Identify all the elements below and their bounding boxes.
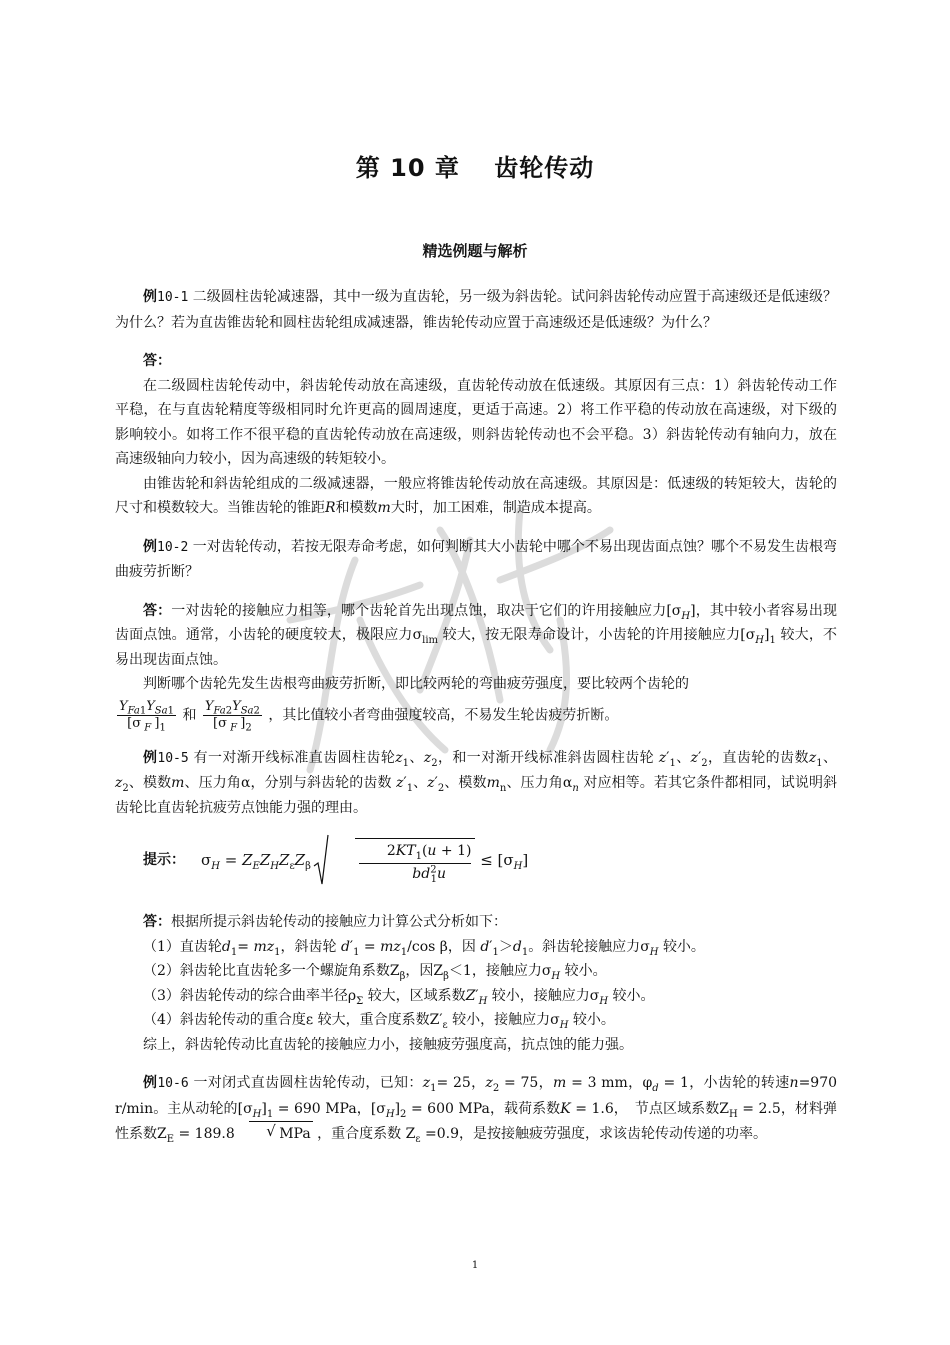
answer-label: 答： xyxy=(143,353,171,369)
fraction-1: $\frac{Y_{Fa1}Y_{Sa1}}{[\sigma _F ]_1}$ xyxy=(119,698,174,734)
value-text: = 2.5，材料弹性系数 xyxy=(115,1100,838,1142)
example-10-2-answer-p1: 答：一对齿轮的接触应力相等，哪个齿轮首先出现点蚀，取决于它们的许用接触应力$[\sigma_H]$，其中较小者容易出现齿面点蚀。通常，小齿轮的硬度较大，极限应力$\sigma_{lim}$ 较大，按无限寿命设计，小齿轮的许用接触应力$[\sigma_H]_1$ 较大，不易出现齿面点蚀。 xyxy=(115,602,838,668)
example-10-6-question: 例10-6 一对闭式直齿圆柱齿轮传动，已知：$z_1= 25$，$z_2 = 75$，m = 3 mm，$\varphi_d = 1$，小齿轮的转速n=970 r/min。主从动轮的$[\sigma_H]_1 = 690$ MPa，$[\sigma_H]_2 = 600$ MPa，载荷系数K = 1.6， 节点区域系数$Z_H = 2.5$，材料弹性系数$Z_E = 189.8$ √ MPa ，重合度系数 $Z_\varepsilon =0.9$，是按接触疲劳强度，求该齿轮传动传递的功率。 xyxy=(115,1071,837,1147)
example-label: 例 xyxy=(143,538,158,555)
question-text: ，和一对渐开线标准斜齿圆柱齿轮 xyxy=(437,749,655,766)
example-number: 10-2 xyxy=(157,539,189,555)
example-10-1-answer-p2 xyxy=(115,472,837,521)
value-text: = 690 MPa， xyxy=(277,1100,371,1117)
answer-text: ，其中较小者容易出现齿面点蚀。通常，小齿轮的硬度较大，极限应力 xyxy=(115,602,838,643)
value-text: = 1，小齿轮的转速 xyxy=(663,1075,790,1091)
hint-label: 提示： xyxy=(143,852,185,868)
item-text: 较小，接触应力 xyxy=(491,987,590,1004)
value-text: =970 r/min。主从动轮的 xyxy=(115,1075,838,1117)
and-word: 和 xyxy=(182,707,197,723)
question-text: 、压力角 xyxy=(506,775,563,791)
unit-text: MPa xyxy=(279,1126,311,1142)
answer-item-2: （2）斜齿轮比直齿轮多一个螺旋角系数$Z_\beta$，因$Z_\beta<1$，接触应力$\sigma_H$ 较小。 xyxy=(143,963,607,982)
example-number: 10-6 xyxy=(157,1076,189,1091)
question-text: ，直齿轮的齿数 xyxy=(707,749,809,766)
answer-text: 较大，按无限寿命设计，小齿轮的许用接触应力 xyxy=(442,627,741,643)
item-text: （3）斜齿轮传动的综合曲率半径 xyxy=(143,987,348,1004)
value-text: = 75， xyxy=(504,1075,553,1091)
answer-text: ，其比值较小者弯曲强度较高，不易发生轮齿疲劳折断。 xyxy=(268,707,619,723)
example-label: 例 xyxy=(143,1075,158,1091)
example-10-5-answer-intro xyxy=(115,910,837,935)
section-title: 精选例题与解析 xyxy=(422,242,528,260)
item-text: ，接触应力 xyxy=(471,963,542,979)
example-10-1-answer-p1: 在二级圆柱齿轮传动中，斜齿轮传动放在高速级，直齿轮传动放在低速级。其原因有三点：1）斜齿轮传动工作平稳，在与直齿轮精度等级相同时允许更高的圆周速度，更适于高速。2）将工作平稳的传动放在高速级，对下级的影响较小。如将工作不很平稳的直齿轮传动放在高速级，则斜齿轮传动也不会平稳。3）斜齿轮传动有轴向力，放在高速级轴向力较小，因为高速级的转矩较小。 xyxy=(115,377,837,467)
answer-text: 和模数 xyxy=(335,500,378,516)
item-text: （1）直齿轮 xyxy=(143,938,222,955)
value-text: = 189.8 xyxy=(178,1126,235,1142)
item-text: 较小。 xyxy=(612,987,655,1004)
answer-item-4: （4）斜齿轮传动的重合度ε 较大，重合度系数$Z'_\varepsilon$ 较小，接触应力$\sigma_H$ 较小。 xyxy=(143,1012,615,1031)
example-10-2-question xyxy=(115,535,837,585)
example-label: 例 xyxy=(143,749,158,766)
answer-item-1: （1）直齿轮$d_1= mz_1$，斜齿轮 $d'_1 = mz_1/\cos$ β，因 $d'_1>d_1$。斜齿轮接触应力$\sigma_H$ 较小。 xyxy=(143,938,705,958)
item-text: 。斜齿轮接触应力 xyxy=(528,938,641,955)
content-body xyxy=(115,285,837,1147)
value-text: = 3 mm， xyxy=(571,1075,643,1091)
item-text: ，因 xyxy=(447,938,476,955)
item-text: 较小，接触应力 xyxy=(452,1012,551,1028)
value-text: = 1.6， 节点区域系数 xyxy=(575,1100,720,1117)
item-text: 较大，重合度系数 xyxy=(317,1012,430,1028)
value-text: = 25， xyxy=(436,1075,486,1091)
value-text: = 600 MPa，载荷系数 xyxy=(410,1100,561,1117)
var-m: m xyxy=(377,500,391,516)
item-text: ，斜齿轮 xyxy=(280,938,337,955)
item-text: （4）斜齿轮传动的重合度 xyxy=(143,1012,306,1028)
example-10-2-answer-p2: 判断哪个齿轮先发生齿根弯曲疲劳折断，即比较两轮的弯曲疲劳强度，要比较两个齿轮的 xyxy=(143,676,689,692)
sqrt-mpa xyxy=(249,1121,312,1147)
page-number: 1 xyxy=(471,1260,479,1271)
item-text: ，因 xyxy=(405,963,434,979)
fraction-row xyxy=(115,699,837,732)
item-text: 较大，区域系数 xyxy=(367,987,466,1004)
item-text: （2）斜齿轮比直齿轮多一个螺旋角系数 xyxy=(143,963,390,979)
chapter-title: 第 10 章 齿轮传动 xyxy=(355,154,595,182)
question-text: 、模数 xyxy=(128,775,172,791)
hint-row xyxy=(115,834,837,896)
answer-text: 由锥齿轮和斜齿轮组成的二级减速器，一般应将锥齿轮传动放在高速级。其原因是：低速级的转矩较大，齿轮的尺寸和模数较大。当锥齿轮的锥距 xyxy=(115,475,837,516)
sqrt-term: $\frac{2KT_1(u + 1)}{bd^2_1u}$ xyxy=(313,838,476,884)
example-number: 10-5 xyxy=(157,750,189,766)
example-number: 10-1 xyxy=(157,290,189,305)
answer-label-row xyxy=(115,349,837,374)
answer-text: 较大，不易出现齿面点蚀。 xyxy=(115,627,838,668)
item-text: 较小。 xyxy=(564,963,607,979)
answer-label: 答： xyxy=(143,914,171,930)
example-label: 例 xyxy=(143,289,158,305)
answer-text: 根据所提示斜齿轮传动的接触应力计算公式分析如下： xyxy=(171,914,507,930)
item-text: 较小。 xyxy=(572,1012,615,1028)
answer-text: 大时，加工困难，制造成本提高。 xyxy=(390,500,601,516)
item-text: 较小。 xyxy=(662,938,705,955)
example-10-5-summary: 综上，斜齿轮传动比直齿轮的接触应力小，接触疲劳强度高，抗点蚀的能力强。 xyxy=(143,1036,633,1053)
answer-label: 答： xyxy=(143,602,172,619)
value-text: ，重合度系数 xyxy=(317,1126,402,1142)
question-text: 、压力角 xyxy=(184,775,241,791)
var-R: R xyxy=(325,500,336,516)
answer-item-3: （3）斜齿轮传动的综合曲率半径$\rho_\Sigma$ 较大，区域系数$Z'_H$ 较小，接触应力$\sigma_H$ 较小。 xyxy=(143,987,655,1007)
question-text: ，分别与斜齿轮的齿数 xyxy=(250,775,392,791)
fraction-2: $\frac{Y_{Fa2}Y_{Sa2}}{[\sigma _F ]_2}$ xyxy=(204,698,260,734)
contact-stress-formula: $\sigma_H = Z_EZ_HZ_\varepsilon Z_\beta$ $\frac{2KT_1(u + 1)}{bd^2_1u}$ ≤ $[\sigma_H]$ xyxy=(173,838,528,884)
answer-text: 一对齿轮的接触应力相等，哪个齿轮首先出现点蚀，取决于它们的许用接触应力 xyxy=(171,602,667,619)
question-text: 有一对渐开线标准直齿圆柱齿轮 xyxy=(193,749,396,766)
value-text: =0.9，是按接触疲劳强度，求该齿轮传动传递的功率。 xyxy=(424,1126,767,1142)
question-text: 二级圆柱齿轮减速器，其中一级为直齿轮，另一级为斜齿轮。试问斜齿轮传动应置于高速级还是低速级？为什么？若为直齿锥齿轮和圆柱齿轮组成减速器，锥齿轮传动应置于高速级还是低速级？为什么？ xyxy=(115,289,838,331)
question-text: 、模数 xyxy=(444,775,487,791)
question-text: 一对齿轮传动，若按无限寿命考虑，如何判断其大小齿轮中哪个不易出现齿面点蚀？哪个不易发生齿根弯曲疲劳折断？ xyxy=(115,538,838,580)
question-text: 一对闭式直齿圆柱齿轮传动，已知： xyxy=(193,1075,423,1091)
example-10-1-question xyxy=(115,285,837,335)
question-text: 对应相等。若其它条件都相同，试说明斜齿轮比直齿轮抗疲劳点蚀能力强的理由。 xyxy=(115,775,838,816)
example-10-5-question: 例10-5 有一对渐开线标准直齿圆柱齿轮$z_1$、$z_2$，和一对渐开线标准斜齿圆柱齿轮 $z'_1$、$z'_2$，直齿轮的齿数$z_1$、$z_2$、模数m、压力角α，分别与斜齿轮的齿数 $z'_1$、$z'_2$、模数$m_n$、压力角$\alpha_n$ 对应相等。若其它条件都相同，试说明斜齿轮比直齿轮抗疲劳点蚀能力强的理由。 xyxy=(115,749,838,816)
